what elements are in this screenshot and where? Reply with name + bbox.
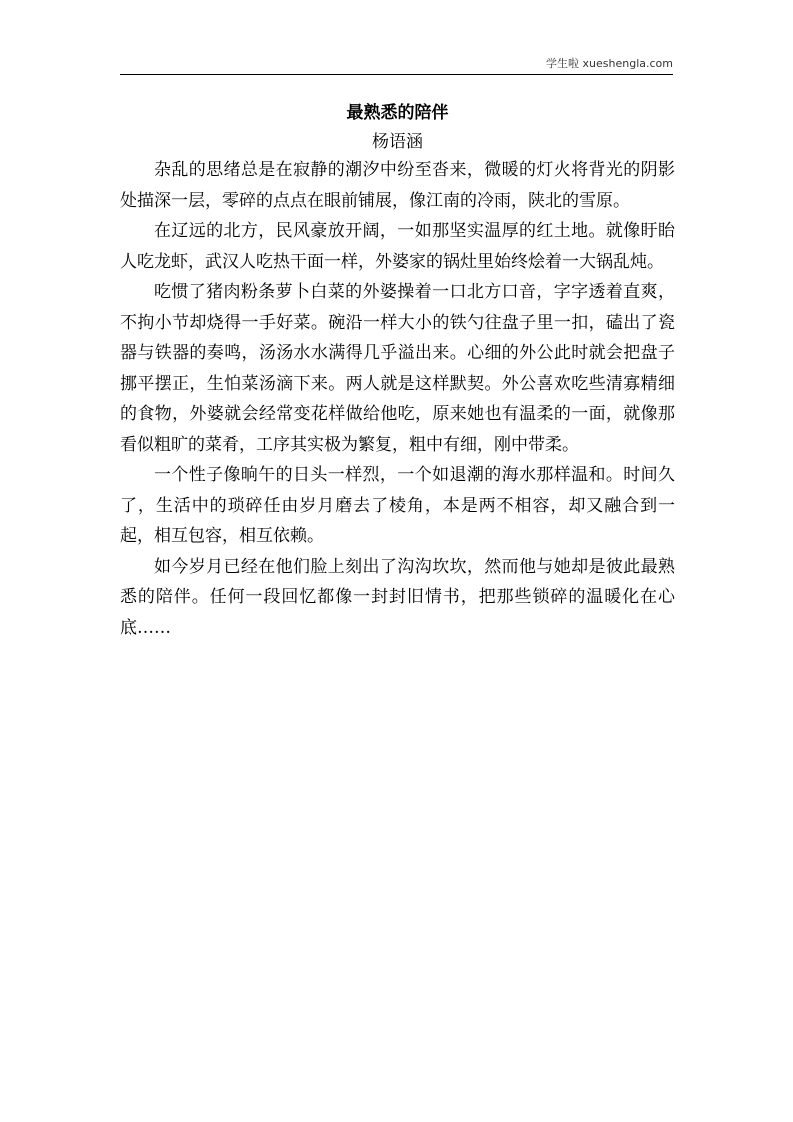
paragraph-4: 一个性子像晌午的日头一样烈，一个如退潮的海水那样温和。时间久了，生活中的琐碎任由岁月磨去了棱角，本是两不相容，却又融合到一起，相互包容，相互依赖。 <box>120 465 675 546</box>
article-body <box>120 100 675 643</box>
paragraph-1: 杂乱的思绪总是在寂静的潮汐中纷至沓来，微暖的灯火将背光的阴影处描深一层，零碎的点点在眼前铺展，像江南的冷雨，陕北的雪原。 <box>120 160 675 211</box>
page-header <box>120 52 673 75</box>
article-title: 最熟悉的陪伴 <box>346 103 449 123</box>
article-author: 杨语涵 <box>372 132 423 152</box>
header-site-label: 学生啦 xueshengla.com <box>546 57 673 70</box>
paragraph-2: 在辽远的北方，民风豪放开阔，一如那坚实温厚的红土地。就像盱眙人吃龙虾，武汉人吃热干面一样，外婆家的锅灶里始终烩着一大锅乱炖。 <box>120 221 675 272</box>
paragraph-5: 如今岁月已经在他们脸上刻出了沟沟坎坎，然而他与她却是彼此最熟悉的陪伴。任何一段回忆都像一封封旧情书，把那些锁碎的温暖化在心底…… <box>120 556 675 638</box>
paragraph-3: 吃惯了猪肉粉条萝卜白菜的外婆操着一口北方口音，字字透着直爽，不拘小节却烧得一手好菜。碗沿一样大小的铁勺往盘子里一扣，磕出了瓷器与铁器的奏鸣，汤汤水水满得几乎溢出来。心细的外公此时就会把盘子挪平摆正，生怕菜汤滴下来。两人就是这样默契。外公喜欢吃些清寡精细的食物，外婆就会经常变花样做给他吃，原来她也有温柔的一面，就像那看似粗旷的菜肴，工序其实极为繁复，粗中有细，刚中带柔。 <box>120 282 675 455</box>
